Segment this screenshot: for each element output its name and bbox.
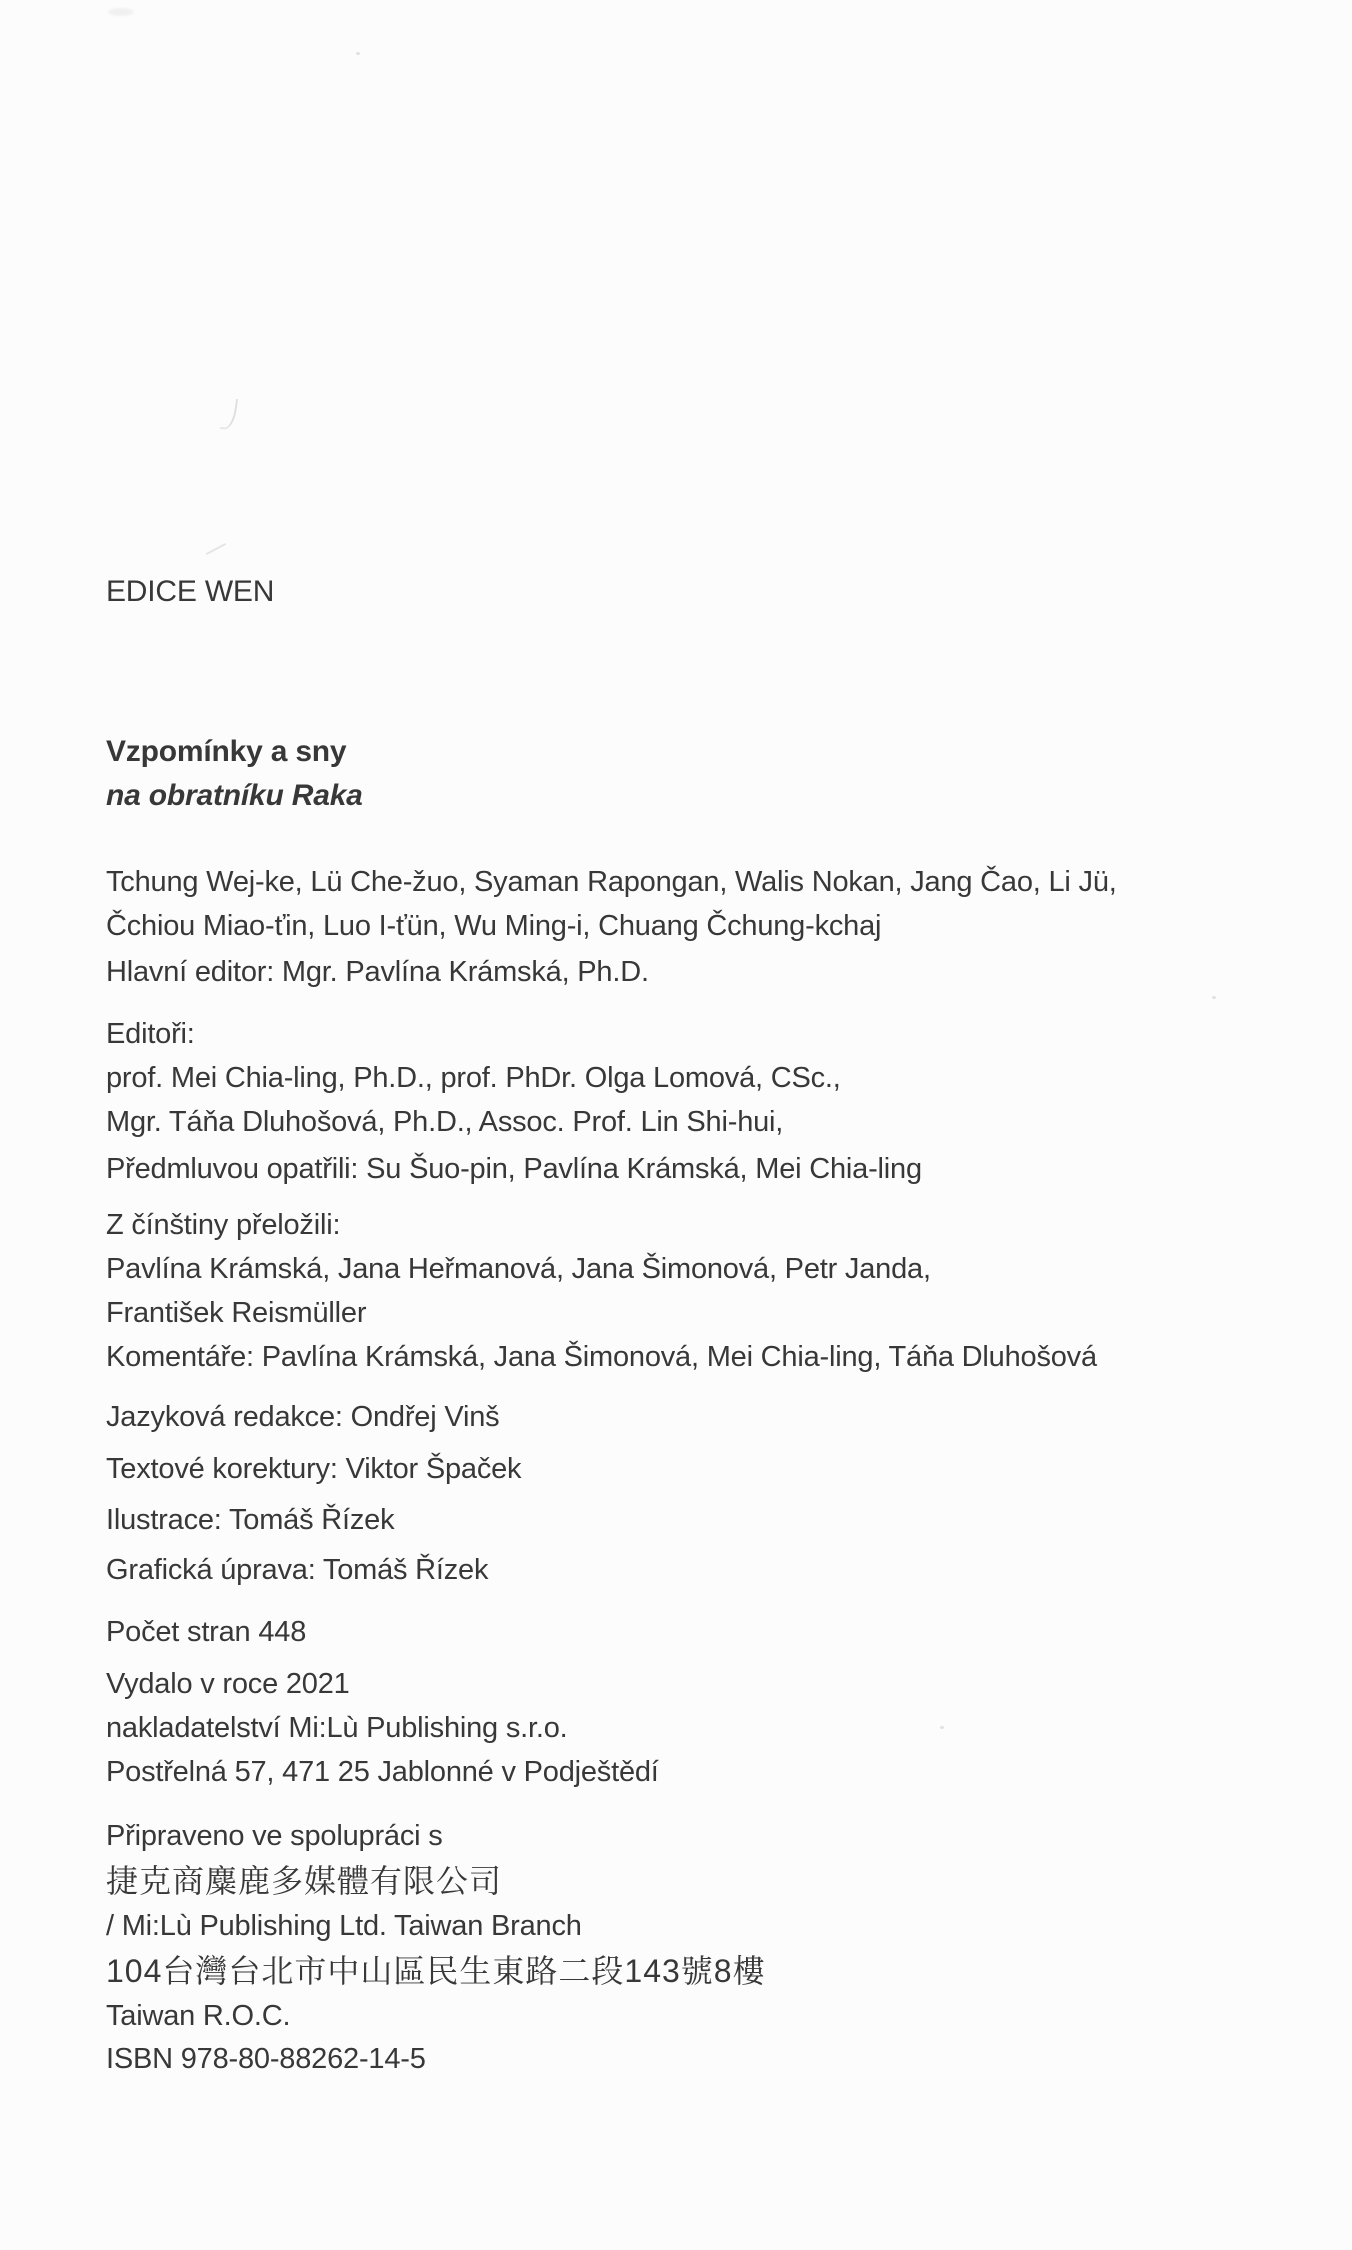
- book-subtitle: na obratníku Raka: [106, 779, 363, 812]
- editors-heading: Editoři:: [106, 1018, 195, 1050]
- language-editing-line: Jazyková redakce: Ondřej Vinš: [106, 1401, 500, 1433]
- book-title: Vzpomínky a sny: [106, 735, 347, 768]
- publisher-name: nakladatelství Mi:Lù Publishing s.r.o.: [106, 1712, 568, 1744]
- cooperation-address-chinese: 104台灣台北市中山區民生東路二段143號8樓: [106, 1953, 766, 1989]
- publisher-address: Postřelná 57, 471 25 Jablonné v Podještědí: [106, 1756, 659, 1788]
- page-count-line: Počet stran 448: [106, 1616, 307, 1648]
- translators-line-2: František Reismüller: [106, 1297, 367, 1329]
- proofreading-line: Textové korektury: Viktor Špaček: [106, 1453, 522, 1485]
- title-block: [106, 730, 363, 818]
- scan-artifact: [1212, 996, 1216, 999]
- editors-line-2: Mgr. Táňa Dluhošová, Ph.D., Assoc. Prof. Lin Shi-hui,: [106, 1106, 784, 1138]
- translators-heading: Z čínštiny přeložili:: [106, 1209, 341, 1241]
- chief-editor-line: Hlavní editor: Mgr. Pavlína Krámská, Ph.D.: [106, 956, 649, 988]
- illustrations-line: Ilustrace: Tomáš Řízek: [106, 1504, 395, 1536]
- editors-block: [106, 1012, 841, 1144]
- publisher-block: [106, 1662, 659, 1794]
- authors-block: [106, 860, 1117, 948]
- translators-line-1: Pavlína Krámská, Jana Heřmanová, Jana Šimonová, Petr Janda,: [106, 1253, 931, 1285]
- publisher-year: Vydalo v roce 2021: [106, 1668, 350, 1700]
- scan-artifact: [220, 397, 238, 431]
- scan-artifact: [108, 8, 134, 16]
- cooperation-intro: Připraveno ve spolupráci s: [106, 1820, 443, 1852]
- scan-artifact: [940, 1726, 944, 1729]
- series-name: EDICE WEN: [106, 575, 275, 608]
- scan-artifact: [206, 543, 226, 555]
- authors-line-1: Tchung Wej-ke, Lü Che-žuo, Syaman Rapongan, Walis Nokan, Jang Čao, Li Jü,: [106, 866, 1117, 898]
- cooperation-company-chinese: 捷克商麋鹿多媒體有限公司: [106, 1863, 503, 1899]
- cooperation-company-english: / Mi:Lù Publishing Ltd. Taiwan Branch: [106, 1910, 582, 1942]
- editors-line-1: prof. Mei Chia-ling, Ph.D., prof. PhDr. Olga Lomová, CSc.,: [106, 1062, 841, 1094]
- translators-block: [106, 1203, 931, 1335]
- foreword-line: Předmluvou opatřili: Su Šuo-pin, Pavlína Krámská, Mei Chia-ling: [106, 1153, 922, 1185]
- graphic-design-line: Grafická úprava: Tomáš Řízek: [106, 1554, 489, 1586]
- authors-line-2: Čchiou Miao-ťin, Luo I-ťün, Wu Ming-i, Chuang Čchung-kchaj: [106, 910, 882, 942]
- cooperation-block: [106, 1814, 766, 2039]
- scan-artifact: [356, 52, 360, 55]
- isbn-line: ISBN 978-80-88262-14-5: [106, 2043, 426, 2075]
- commentary-line: Komentáře: Pavlína Krámská, Jana Šimonová, Mei Chia-ling, Táňa Dluhošová: [106, 1341, 1097, 1373]
- cooperation-country: Taiwan R.O.C.: [106, 2000, 291, 2032]
